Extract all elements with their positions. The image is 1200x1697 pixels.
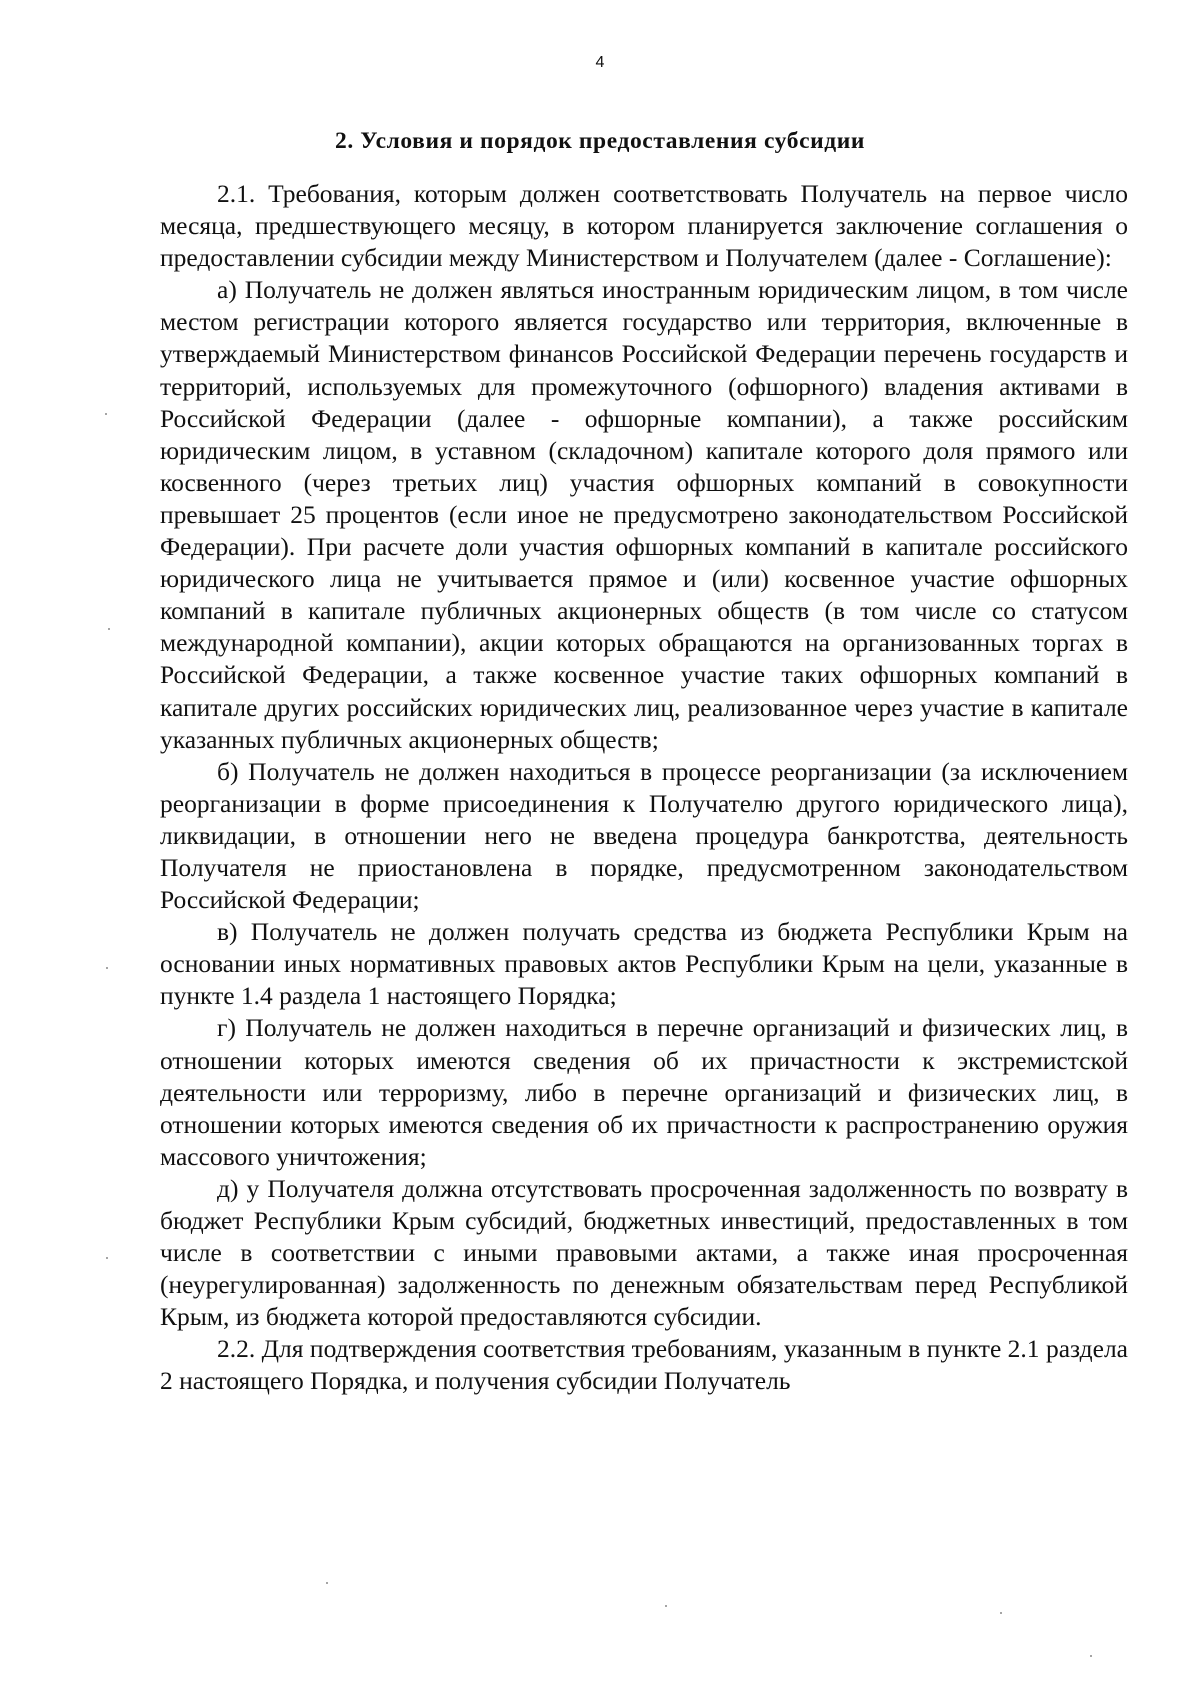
paragraph-v: в) Получатель не должен получать средства из бюджета Республики Крым на основании иных нормативных правовых актов Республики Крым на цели, указанные в пункте 1.4 раздела 1 настоящего Порядка;	[160, 917, 1128, 1011]
paragraph-b: б) Получатель не должен находиться в процессе реорганизации (за исключением реорганизации в форме присоединения к Получателю другого юридического лица), ликвидации, в отношении него не введена процедура банкротства, деятельность Получателя не приостановлена в порядке, предусмотренном законодательством Российской Федерации;	[160, 756, 1128, 915]
paragraph-g: г) Получатель не должен находиться в перечне организаций и физических лиц, в отношении которых имеются сведения об их причастности к экстремистской деятельности или терроризму, либо в перечне организаций и физических лиц, в отношении которых имеются сведения об их причастности к распространению оружия массового уничтожения;	[160, 1013, 1128, 1171]
scan-speck	[108, 628, 110, 630]
scan-speck	[105, 413, 107, 415]
scan-speck	[326, 1582, 328, 1584]
section-heading: 2. Условия и порядок предоставления субсидии	[334, 128, 866, 154]
scan-speck	[106, 1257, 108, 1259]
document-body	[160, 178, 1128, 1398]
scan-speck	[1000, 1612, 1002, 1614]
scan-speck	[1090, 1655, 1092, 1657]
scan-speck	[106, 967, 108, 969]
page-number: 4	[595, 54, 605, 71]
paragraph-d: д) у Получателя должна отсутствовать просроченная задолженность по возврату в бюджет Республики Крым субсидий, бюджетных инвестиций, предоставленных в том числе в соответствии с иными правовыми актами, а также иная просроченная (неурегулированная) задолженность по денежным обязательствам перед Республикой Крым, из бюджета которой предоставляются субсидии.	[160, 1173, 1128, 1332]
paragraph-2-2: 2.2. Для подтверждения соответствия требованиям, указанным в пункте 2.1 раздела 2 настоящего Порядка, и получения субсидии Получатель	[160, 1334, 1128, 1396]
scan-speck	[665, 1605, 667, 1607]
paragraph-a: а) Получатель не должен являться иностранным юридическим лицом, в том числе местом регистрации которого является государство или территория, включенные в утверждаемый Министерством финансов Российской Федерации перечень государств и территорий, используемых для промежуточного (офшорного) владения активами в Российской Федерации (далее - офшорные компании), а также российским юридическим лицом, в уставном (складочном) капитале которого доля прямого или косвенного (через третьих лиц) участия офшорных компаний в совокупности превышает 25 процентов (если иное не предусмотрено законодательством Российской Федерации). При расчете доли участия офшорных компаний в капитале российского юридического лица не учитывается прямое и (или) косвенное участие офшорных компаний в капитале публичных акционерных обществ (в том числе со статусом международной компании), акции которых обращаются на организованных торгах в Российской Федерации, а также косвенное участие таких офшорных компаний в капитале других российских юридических лиц, реализованное через участие в капитале указанных публичных акционерных обществ;	[160, 275, 1128, 754]
paragraph-2-1: 2.1. Требования, которым должен соответствовать Получатель на первое число месяца, предшествующего месяцу, в котором планируется заключение соглашения о предоставлении субсидии между Министерством и Получателем (далее - Соглашение):	[160, 179, 1128, 273]
